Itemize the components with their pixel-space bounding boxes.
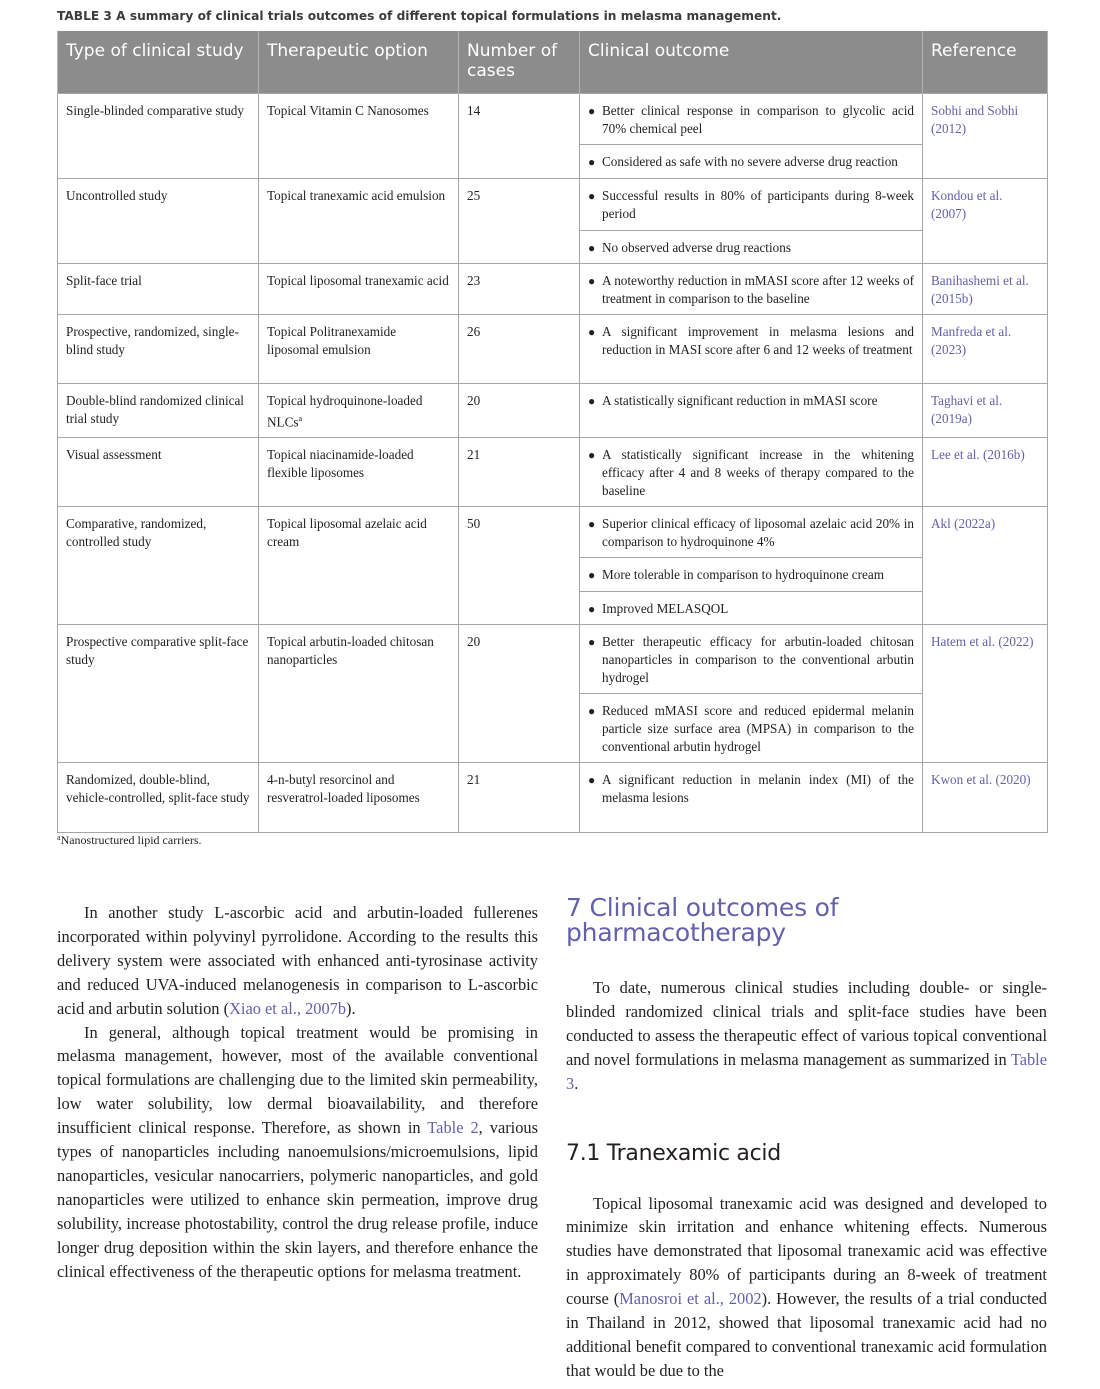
- section-heading: 7 Clinical outcomes of pharmacotherapy: [566, 893, 839, 947]
- cell-cases: 50: [459, 506, 580, 624]
- table-2-link[interactable]: Table 2: [427, 1118, 479, 1138]
- bullet-icon: ●: [588, 447, 596, 462]
- paragraph: In another study L-ascorbic acid and arbutin-loaded fullerenes incorporated within polyvinyl pyrrolidone. According to the results this delivery system were associated with enhanced anti-tyrosinase activity and reduced UVA-induced melanogenesis in comparison to L-ascorbic acid and arbutin solution (Xiao et al., 2007b).: [57, 903, 538, 1018]
- bullet-icon: ●: [588, 154, 596, 169]
- left-text-column: [57, 901, 538, 1284]
- cell-study-type: Comparative, randomized, controlled study: [58, 506, 259, 624]
- cell-outcome: ● A statistically significant increase in the whitening efficacy after 4 and 8 weeks of therapy compared to the baseline: [580, 437, 923, 506]
- header-therapeutic-option: Therapeutic option: [259, 31, 459, 93]
- cell-study-type: Uncontrolled study: [58, 178, 259, 263]
- cell-cases: 25: [459, 178, 580, 263]
- bullet-icon: ●: [588, 601, 596, 616]
- bullet-icon: ●: [588, 516, 596, 531]
- cell-cases: 20: [459, 624, 580, 762]
- cell-therapeutic-option: Topical niacinamide-loaded flexible liposomes: [259, 437, 459, 506]
- table-caption: [57, 9, 781, 23]
- cell-cases: 20: [459, 383, 580, 437]
- header-clinical-outcome: Clinical outcome: [580, 31, 923, 93]
- table-row: [58, 263, 1048, 314]
- cell-reference-link[interactable]: Manfreda et al. (2023): [923, 314, 1048, 383]
- cell-outcome: ● Successful results in 80% of participants during 8-week period: [580, 178, 923, 230]
- cell-outcome: ● A significant improvement in melasma lesions and reduction in MASI score after 6 and 12 weeks of treatment: [580, 314, 923, 383]
- table-3-link[interactable]: Table 3: [566, 1049, 1047, 1093]
- bullet-icon: ●: [588, 324, 596, 339]
- bullet-icon: ●: [588, 634, 596, 649]
- subsection-heading: 7.1 Tranexamic acid: [566, 1140, 781, 1166]
- header-number-of-cases: Number of cases: [459, 31, 580, 93]
- table-row: [58, 624, 1048, 693]
- cell-outcome: ● Considered as safe with no severe adverse drug reaction: [580, 144, 923, 178]
- cell-outcome: ● Reduced mMASI score and reduced epidermal melanin particle size surface area (MPSA) in comparison to the conventional arbutin hydrogel: [580, 693, 923, 762]
- cell-therapeutic-option: Topical liposomal tranexamic acid: [259, 263, 459, 314]
- bullet-icon: ●: [588, 567, 596, 582]
- cell-outcome: ● No observed adverse drug reactions: [580, 230, 923, 263]
- table-row: [58, 762, 1048, 832]
- cell-therapeutic-option: Topical Vitamin C Nanosomes: [259, 93, 459, 178]
- cell-outcome: ● More tolerable in comparison to hydroquinone cream: [580, 557, 923, 591]
- table-row: [58, 383, 1048, 437]
- table-footnote: $^a$Nanostructured lipid carriers.: [57, 833, 202, 847]
- right-text-column: [566, 895, 1047, 1383]
- footnote-marker: a: [298, 413, 303, 423]
- cell-study-type: Single-blinded comparative study: [58, 93, 259, 178]
- clinical-outcomes-table: [57, 31, 1048, 833]
- table-row: [58, 314, 1048, 383]
- cell-therapeutic-option: Topical tranexamic acid emulsion: [259, 178, 459, 263]
- cell-outcome: ● A significant reduction in melanin index (MI) of the melasma lesions: [580, 762, 923, 832]
- cell-outcome: ● Superior clinical efficacy of liposomal azelaic acid 20% in comparison to hydroquinone 4%: [580, 506, 923, 557]
- cell-therapeutic-option: Topical hydroquinone-loaded NLCs$^a$: [259, 383, 459, 437]
- cell-reference-link[interactable]: Sobhi and Sobhi (2012): [923, 93, 1048, 178]
- table-row: [58, 93, 1048, 144]
- bullet-icon: ●: [588, 273, 596, 288]
- bullet-icon: ●: [588, 393, 596, 408]
- cell-cases: 26: [459, 314, 580, 383]
- bullet-icon: ●: [588, 103, 596, 118]
- cell-study-type: Prospective comparative split-face study: [58, 624, 259, 762]
- cell-cases: 23: [459, 263, 580, 314]
- table-row: [58, 437, 1048, 506]
- table-row: [58, 506, 1048, 557]
- cell-outcome: ● Better clinical response in comparison to glycolic acid 70% chemical peel: [580, 93, 923, 144]
- table-row: [58, 178, 1048, 230]
- citation-link[interactable]: Xiao et al., 2007b: [229, 998, 347, 1018]
- cell-study-type: Visual assessment: [58, 437, 259, 506]
- cell-therapeutic-option: 4-n-butyl resorcinol and resveratrol-loaded liposomes: [259, 762, 459, 832]
- cell-reference-link[interactable]: Taghavi et al. (2019a): [923, 383, 1048, 437]
- citation-link[interactable]: Manosroi et al., 2002: [619, 1289, 762, 1309]
- cell-therapeutic-option: Topical arbutin-loaded chitosan nanoparticles: [259, 624, 459, 762]
- paragraph: Topical liposomal tranexamic acid was designed and developed to minimize skin irritation and enhance whitening effects. Numerous studies have demonstrated that liposomal tranexamic acid was effective in approximately 80% of participants during an 8-week of treatment course (Manosroi et al., 2002). However, the results of a trial conducted in Thailand in 2012, showed that liposomal tranexamic acid had no additional benefit compared to conventional tranexamic acid formulation that would be due to the: [566, 1193, 1047, 1380]
- cell-outcome: ● Improved MELASQOL: [580, 591, 923, 624]
- cell-cases: 21: [459, 762, 580, 832]
- bullet-icon: ●: [588, 240, 596, 255]
- cell-outcome: ● Better therapeutic efficacy for arbutin-loaded chitosan nanoparticles in comparison to the conventional arbutin hydrogel: [580, 624, 923, 693]
- bullet-icon: ●: [588, 188, 596, 203]
- cell-cases: 14: [459, 93, 580, 178]
- cell-outcome: ● A statistically significant reduction in mMASI score: [580, 383, 923, 437]
- footnote-marker: a: [57, 833, 61, 842]
- cell-study-type: Prospective, randomized, single-blind study: [58, 314, 259, 383]
- cell-reference-link[interactable]: Kwon et al. (2020): [923, 762, 1048, 832]
- cell-reference-link[interactable]: Akl (2022a): [923, 506, 1048, 624]
- bullet-icon: ●: [588, 772, 596, 787]
- cell-reference-link[interactable]: Banihashemi et al. (2015b): [923, 263, 1048, 314]
- cell-study-type: Split-face trial: [58, 263, 259, 314]
- cell-therapeutic-option: Topical Politranexamide liposomal emulsion: [259, 314, 459, 383]
- cell-therapeutic-option: Topical liposomal azelaic acid cream: [259, 506, 459, 624]
- cell-study-type: Double-blind randomized clinical trial study: [58, 383, 259, 437]
- header-reference: Reference: [923, 31, 1048, 93]
- paragraph: To date, numerous clinical studies including double- or single-blinded randomized clinical trials and split-face studies have been conducted to assess the therapeutic effect of various topical conventional and novel formulations in melasma management as summarized in Table 3.: [566, 978, 1047, 1093]
- table-caption-text: A summary of clinical trials outcomes of different topical formulations in melasma management.: [111, 9, 782, 23]
- cell-reference-link[interactable]: Hatem et al. (2022): [923, 624, 1048, 762]
- table-header-row: [58, 31, 1048, 93]
- header-study-type: Type of clinical study: [58, 31, 259, 93]
- cell-cases: 21: [459, 437, 580, 506]
- cell-reference-link[interactable]: Kondou et al. (2007): [923, 178, 1048, 263]
- cell-outcome: ● A noteworthy reduction in mMASI score after 12 weeks of treatment in comparison to the baseline: [580, 263, 923, 314]
- table-label: TABLE 3: [57, 9, 112, 23]
- cell-study-type: Randomized, double-blind, vehicle-controlled, split-face study: [58, 762, 259, 832]
- bullet-icon: ●: [588, 703, 596, 718]
- cell-reference-link[interactable]: Lee et al. (2016b): [923, 437, 1048, 506]
- paragraph: In general, although topical treatment would be promising in melasma management, however, most of the available conventional topical formulations are challenging due to the limited skin permeability, low water solubility, low dermal bioavailability, and therefore insufficient clinical response. Therefore, as shown in Table 2, various types of nanoparticles including nanoemulsions/microemulsions, lipid nanoparticles, vesicular nanocarriers, polymeric nanoparticles, and gold nanoparticles were utilized to enhance skin permeation, improve drug solubility, increase photostability, control the drug release profile, induce longer drug deposition within the skin layers, and therefore enhance the clinical effectiveness of the therapeutic options for melasma treatment.: [57, 1022, 538, 1281]
